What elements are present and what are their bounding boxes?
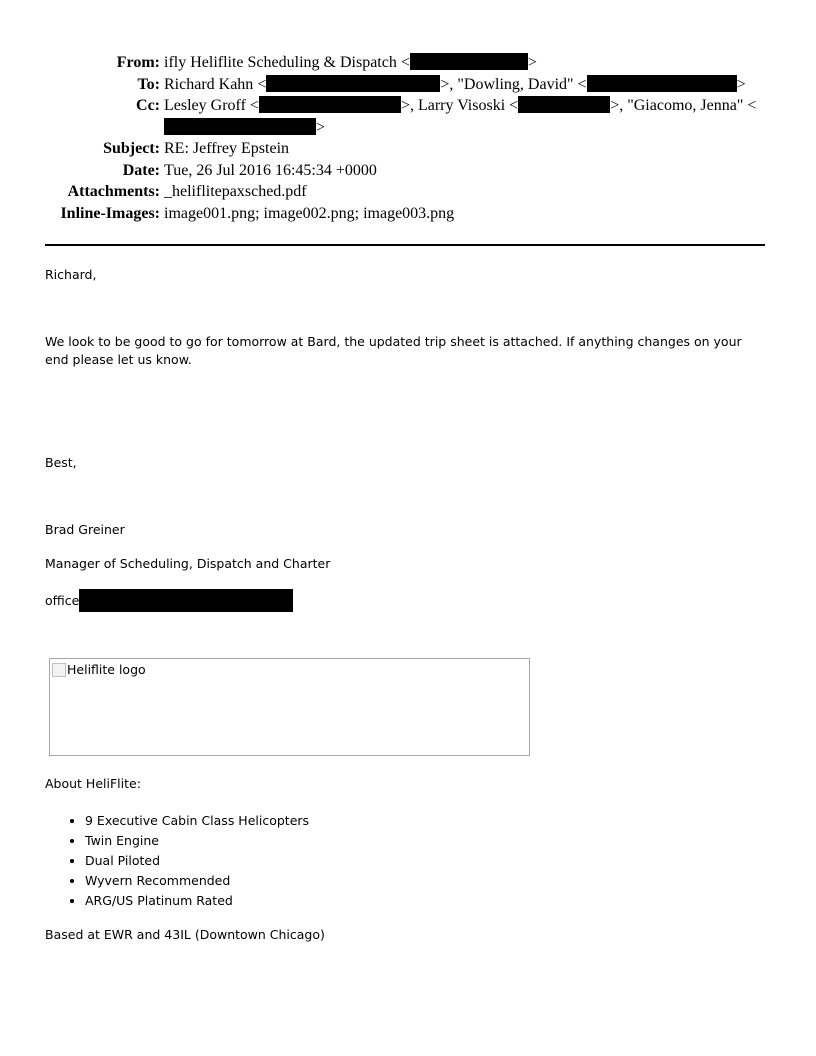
list-item: • Wyvern Recommended [85,871,309,891]
cc-recipient-3: "Giacomo, Jenna" [627,97,744,114]
inline-images-label: Inline-Images: [60,204,160,222]
office-label: office [45,593,80,608]
redaction-box [266,75,440,92]
redaction-box [587,75,737,92]
cc-recipient-1: Lesley Groff [164,97,246,114]
cc-value: Lesley Groff < >, Larry Visoski < >, "Giacomo, Jenna" <> [164,97,757,136]
list-item: • Twin Engine [85,831,309,851]
to-value: Richard Kahn < >, "Dowling, David" < > [164,75,746,93]
header-divider [45,244,765,246]
to-recipient-1: Richard Kahn [164,75,254,93]
broken-image-placeholder [52,662,146,677]
from-name: ifly Heliflite Scheduling & Dispatch [164,54,397,71]
redaction-box [518,96,610,113]
about-heading: About HeliFlite: [45,776,141,791]
about-list [45,811,309,911]
office-line [45,589,765,612]
closing: Best, [45,455,77,470]
cc-row [0,95,816,138]
logo-alt-text: Heliflite logo [67,662,146,677]
inline-images-row [0,203,816,225]
subject-row [0,138,816,160]
date-value: Tue, 26 Jul 2016 16:45:34 +0000 [164,161,377,179]
attachment-link[interactable]: _heliflitepaxsched.pdf [164,183,307,200]
subject-value: RE: Jeffrey Epstein [164,140,290,157]
from-row [0,52,816,74]
date-label: Date: [122,161,160,179]
from-value: ifly Heliflite Scheduling & Dispatch < > [164,54,537,71]
date-row [0,160,816,182]
list-item: • ARG/US Platinum Rated [85,891,309,911]
message-paragraph: We look to be good to go for tomorrow at Bard, the updated trip sheet is attached. If anything changes on your end please let us know. [45,334,742,367]
signature-name: Brad Greiner [45,522,125,537]
to-row [0,74,816,96]
to-label: To: [137,75,160,93]
greeting: Richard, [45,267,97,282]
based-at-line: Based at EWR and 43IL (Downtown Chicago) [45,927,325,942]
list-item: • 9 Executive Cabin Class Helicopters [85,811,309,831]
attachments-label: Attachments: [67,183,160,200]
list-item: • Dual Piloted [85,851,309,871]
email-header [0,52,816,224]
attachments-row [0,181,816,203]
redaction-box [410,53,528,70]
cc-label: Cc: [136,97,160,114]
heliflite-logo-image [49,658,530,756]
broken-image-icon [52,663,66,677]
to-recipient-2: "Dowling, David" [457,75,574,93]
redaction-box [259,96,401,113]
subject-label: Subject: [103,140,160,157]
redaction-box [164,118,316,135]
cc-recipient-2: Larry Visoski [417,97,506,114]
redaction-box [79,589,293,612]
inline-images-value: image001.png; image002.png; image003.png [164,204,455,222]
from-label: From: [116,54,160,71]
signature-title: Manager of Scheduling, Dispatch and Charter [45,556,331,571]
